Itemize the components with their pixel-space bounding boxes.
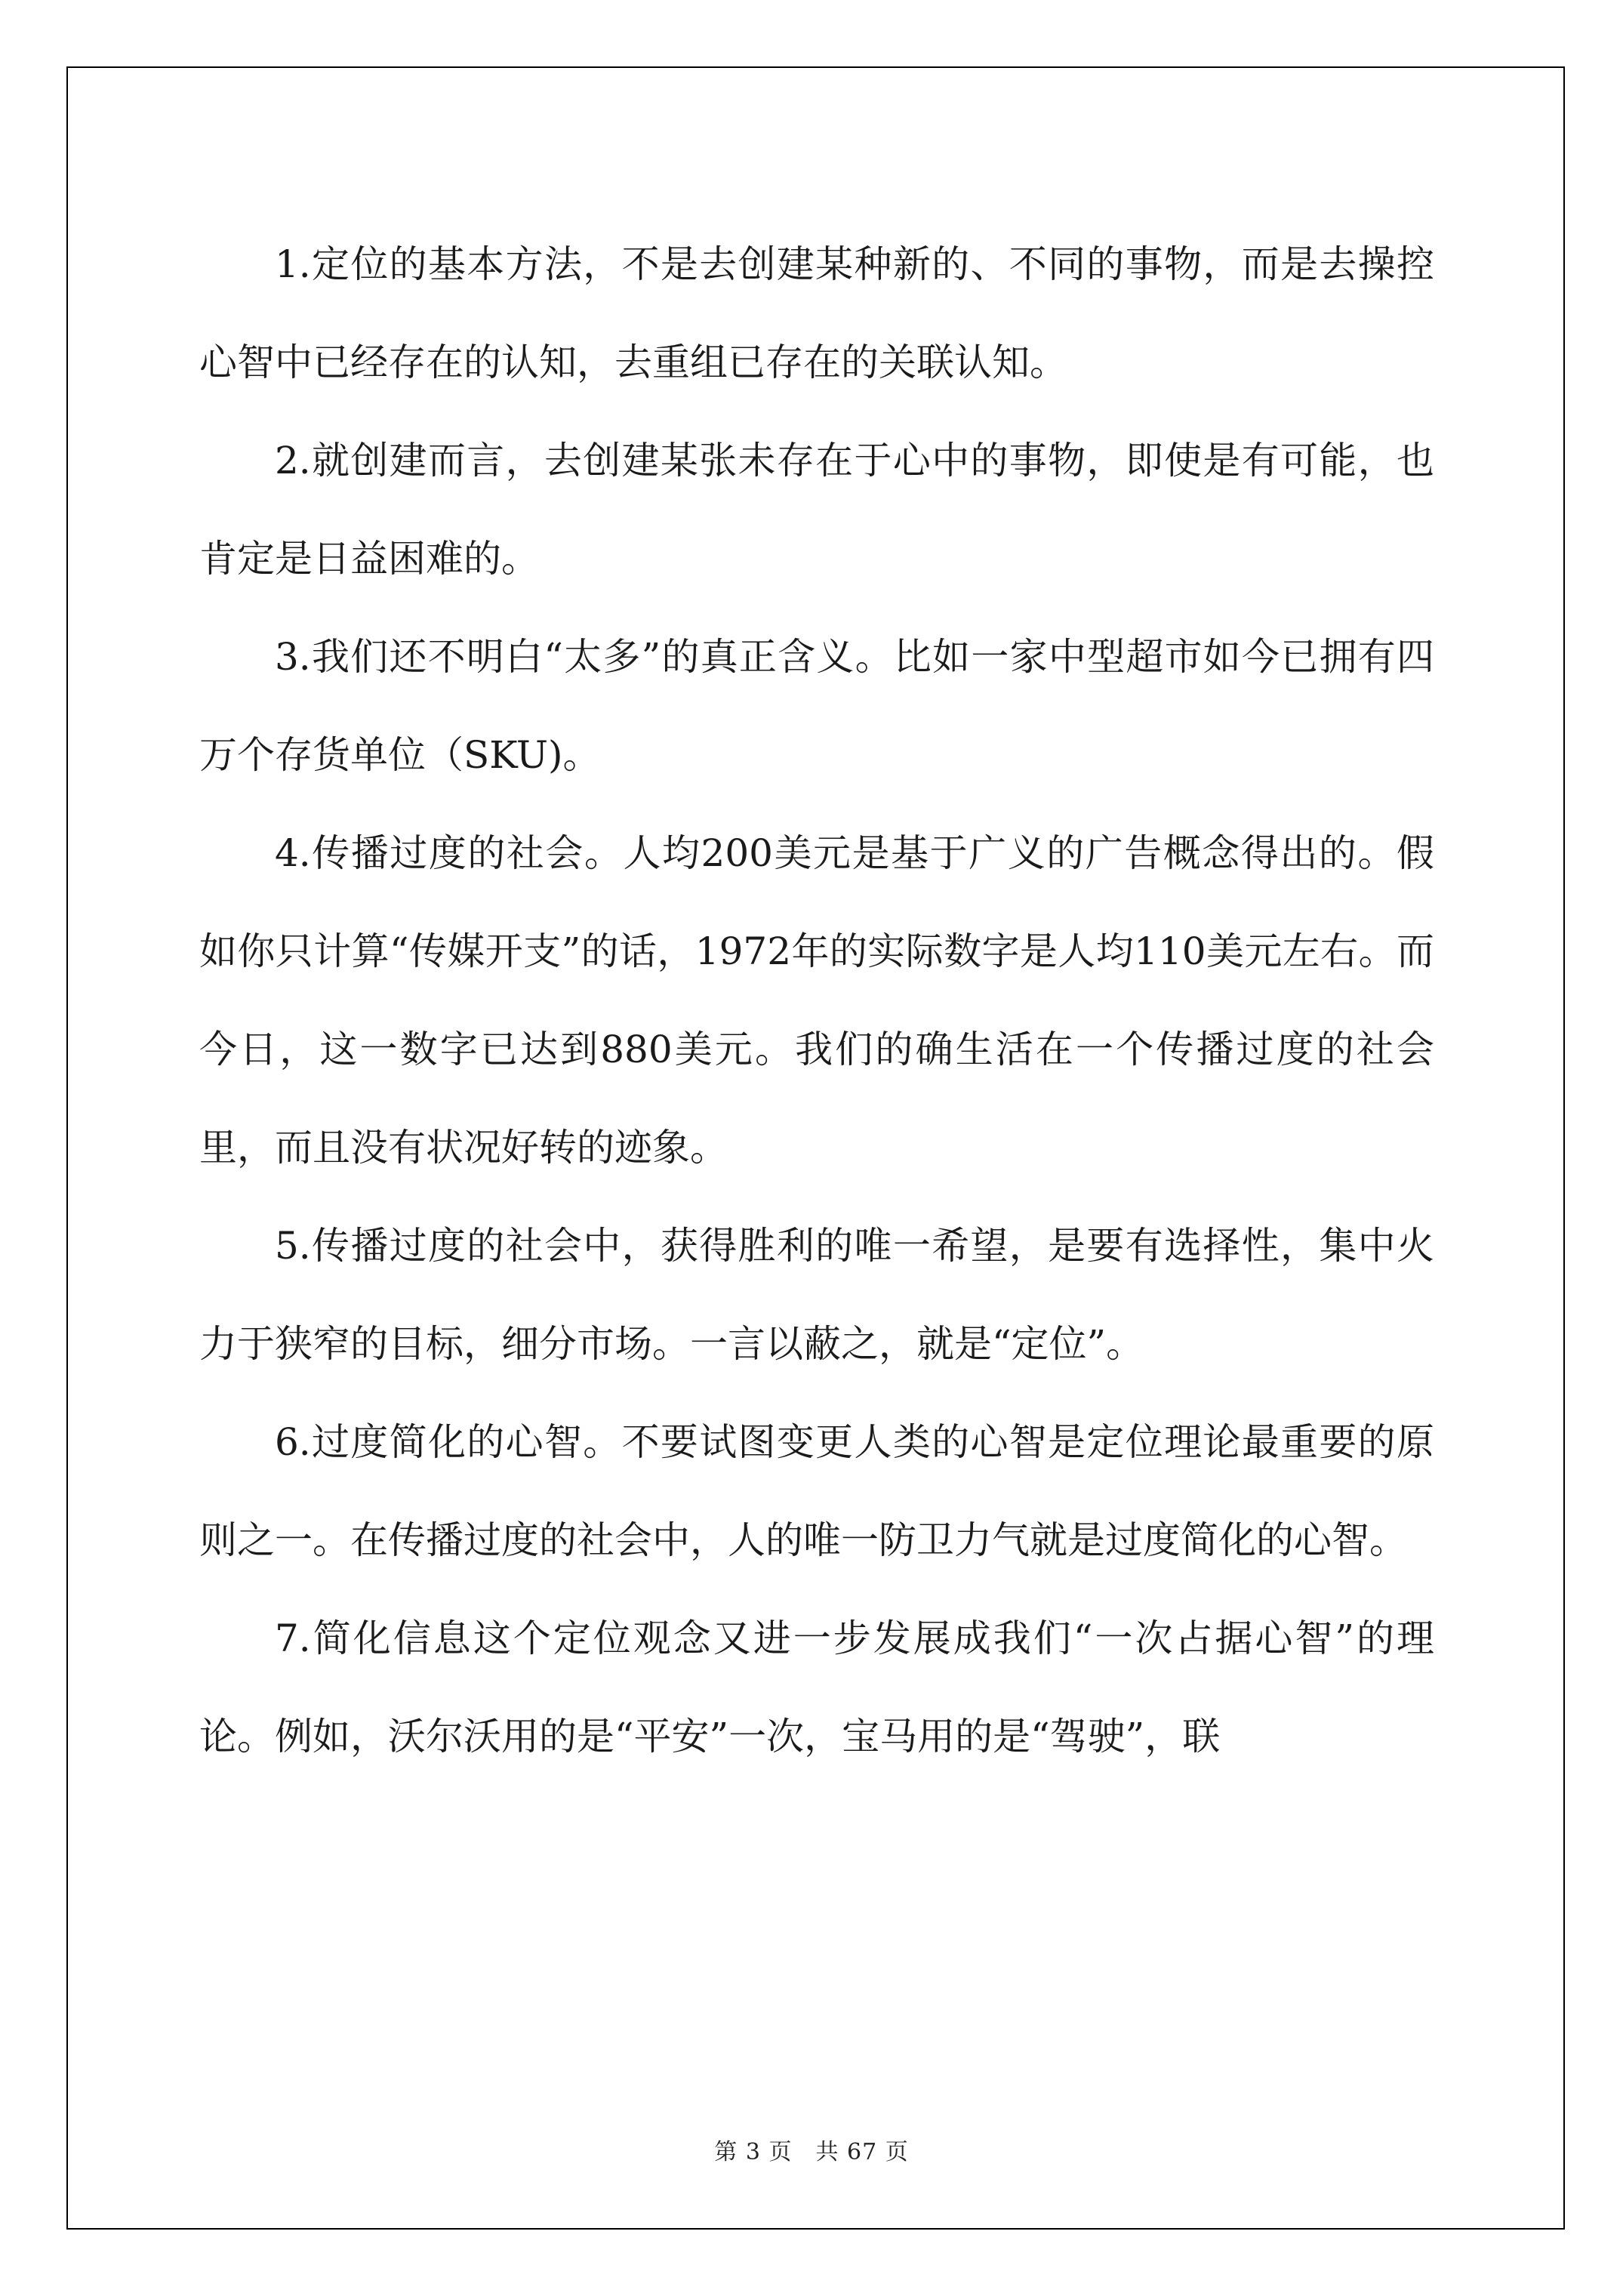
paragraph-4: 4.传播过度的社会。人均200美元是基于广义的广告概念得出的。假如你只计算“传媒开支”的话，1972年的实际数字是人均110美元左右。而今日，这一数字已达到880美元。我们的确生活在一个传播过度的社会里，而且没有状况好转的迹象。 <box>199 831 1434 1170</box>
paragraph-5: 5.传播过度的社会中，获得胜利的唯一希望，是要有选择性，集中火力于狭窄的目标，细分市场。一言以蔽之，就是“定位”。 <box>199 1224 1434 1366</box>
paragraph-1: 1.定位的基本方法，不是去创建某种新的、不同的事物，而是去操控心智中已经存在的认知，去重组已存在的关联认知。 <box>199 242 1434 384</box>
page-number-footer: 第 3 页 共 67 页 <box>714 2139 909 2165</box>
document-body <box>199 215 1434 1786</box>
paragraph-7: 7.简化信息这个定位观念又进一步发展成我们“一次占据心智”的理论。例如，沃尔沃用的是“平安”一次，宝马用的是“驾驶”，联 <box>199 1616 1434 1758</box>
paragraph-3: 3.我们还不明白“太多”的真正含义。比如一家中型超市如今已拥有四万个存货单位（SKU)。 <box>199 635 1434 777</box>
paragraph-6: 6.过度简化的心智。不要试图变更人类的心智是定位理论最重要的原则之一。在传播过度的社会中，人的唯一防卫力气就是过度简化的心智。 <box>199 1420 1434 1562</box>
paragraph-2: 2.就创建而言，去创建某张未存在于心中的事物，即使是有可能，也肯定是日益困难的。 <box>199 439 1434 581</box>
